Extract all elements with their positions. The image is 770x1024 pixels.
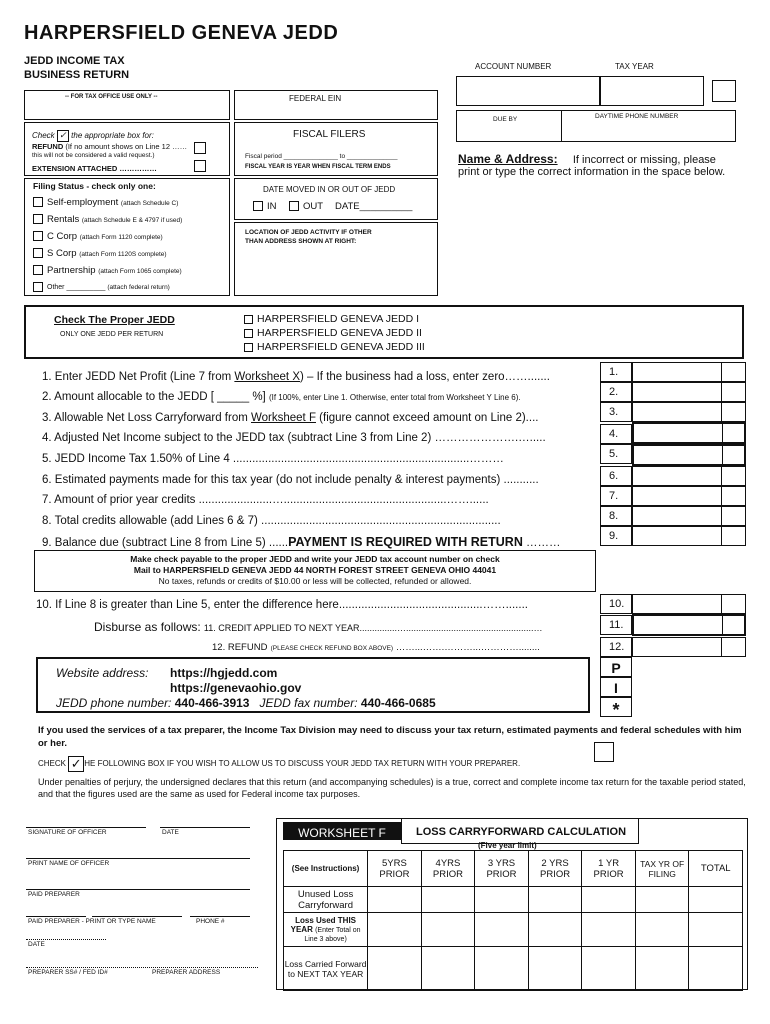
jedd-option-2[interactable]: HARPERSFIELD GENEVA JEDD II [244,327,422,339]
tax-year-label: TAX YEAR [615,62,654,71]
date-moved-box [234,178,438,220]
jedd-select-note: ONLY ONE JEDD PER RETURN [60,331,164,338]
checkbox-icon [244,315,253,324]
line-number-10: 10. [600,594,632,614]
worksheet-table [283,850,743,991]
line-6: 6. Estimated payments made for this tax year (do not include penalty & interest payments) ........... [42,474,539,486]
mail-line-2: Mail to HARPERSFIELD GENEVA JEDD 44 NORTH FOREST STREET GENEVA OHIO 44041 [133,565,497,575]
preparer-ssn-label: PREPARER SS# / FED ID# [28,969,108,976]
date-moved-in[interactable]: IN [253,201,277,212]
worksheet-subtitle: (Five year limit) [478,841,537,850]
checkbox-icon [33,248,43,258]
form-subtitle-2: BUSINESS RETURN [24,69,130,81]
website-label: Website address: [56,666,149,680]
line-2-amount[interactable] [632,382,746,402]
jedd-select-box [24,305,744,359]
worksheet-title: LOSS CARRYFORWARD CALCULATION [416,826,627,838]
name-address-label: Name & Address: [458,152,558,166]
fiscal-filers-title: FISCAL FILERS [293,129,366,140]
col-5yrs-prior: 5YRS PRIOR [368,851,422,887]
extension-checkbox[interactable] [194,160,206,172]
extension-label: EXTENSION ATTACHED …………… [32,164,157,173]
filing-option-other[interactable]: Other __________ (attach federal return) [33,282,170,292]
signature-date-label: DATE [162,829,179,836]
jedd-select-title: Check The Proper JEDD [54,314,175,326]
filing-option-partnership[interactable]: Partnership (attach Form 1065 complete) [33,265,182,276]
tax-year-field[interactable] [600,76,704,106]
line-number-6: 6. [600,466,632,486]
mail-instructions-box [34,550,596,592]
jedd-option-3[interactable]: HARPERSFIELD GENEVA JEDD III [244,341,425,353]
line-2: 2. Amount allocable to the JEDD [ _____ %] (If 100%, enter Line 1. Otherwise, enter total from Worksheet Y Line 6). [42,391,521,403]
line-7-amount[interactable] [632,486,746,506]
refund-checkbox[interactable] [194,142,206,154]
col-4yrs-prior: 4YRS PRIOR [421,851,475,887]
line-3: 3. Allowable Net Loss Carryforward from Worksheet F (figure cannot exceed amount on Line 2).... [42,412,539,424]
line-number-2: 2. [600,382,632,402]
form-subtitle-1: JEDD INCOME TAX [24,55,125,67]
table-row [284,913,743,947]
line-10: 10. If Line 8 is greater than Line 5, enter the difference here.............................................……....... [36,599,528,611]
check-mark-icon: ✓ [57,130,69,142]
checkbox-icon [253,201,263,211]
paid-preparer-label: PAID PREPARER [28,891,80,898]
line-8: 8. Total credits allowable (add Lines 6 & 7) ........................................................................... [42,515,501,527]
due-by-label: DUE BY [493,116,518,123]
line-12: 12. REFUND (PLEASE CHECK REFUND BOX ABOVE) ……...…….………...…………........ [212,642,540,653]
fiscal-filers-box [234,122,438,176]
fiscal-note: FISCAL YEAR IS YEAR WHEN FISCAL TERM ENDS [245,164,391,170]
line-10-amount[interactable] [632,594,746,614]
line-5-amount[interactable] [632,444,746,466]
line-1: 1. Enter JEDD Net Profit (Line 7 from Worksheet X) – If the business had a loss, enter zero……....... [42,371,550,383]
checkbox-icon [244,329,253,338]
line-4-amount[interactable] [632,422,746,444]
signature-officer-label: SIGNATURE OF OFFICER [28,829,107,836]
phone-label: PHONE # [196,918,225,925]
print-name-label: PRINT NAME OF OFFICER [28,860,110,867]
website-1[interactable]: https://hgjedd.com [170,666,278,680]
row-loss-used: Loss Used THIS YEAR (Enter Total on Line 3 above) [284,913,368,947]
due-by-box [456,110,736,142]
line-7: 7. Amount of prior year credits .......................…...................................................……...... [42,494,489,506]
checkbox-icon [289,201,299,211]
col-2yrs-prior: 2 YRS PRIOR [528,851,582,887]
federal-ein-label: FEDERAL EIN [289,94,342,103]
line-number-4: 4. [600,424,632,444]
federal-ein-box[interactable] [234,90,438,120]
daytime-phone-label: DAYTIME PHONE NUMBER [595,113,679,120]
filing-option-s-corp[interactable]: S Corp (attach Form 1120S complete) [33,248,167,259]
contact-box [36,657,590,713]
line-3-amount[interactable] [632,402,746,422]
phone-line: JEDD phone number: 440-466-3913 JEDD fax number: 440-466-0685 [56,696,436,710]
col-total: TOTAL [689,851,743,887]
fiscal-period[interactable]: Fiscal period _______________ to ______________ [245,153,398,160]
filing-option-rentals[interactable]: Rentals (attach Schedule E & 4797 if used) [33,214,182,225]
form-title: HARPERSFIELD GENEVA JEDD [24,22,339,44]
checkbox-icon [33,265,43,275]
line-number-5: 5. [600,444,632,464]
line-9-amount[interactable] [632,526,746,546]
location-box[interactable] [234,222,438,296]
date-moved-date[interactable]: DATE__________ [335,201,413,212]
preparer-address-label: PREPARER ADDRESS [152,969,221,976]
checkbox-icon [33,214,43,224]
preparer-notice: If you used the services of a tax preparer, the Income Tax Division may need to discuss your tax return, estimated payments and federal schedules with him or her. [38,725,742,749]
line-number-8: 8. [600,506,632,526]
name-address-header: Name & Address: If incorrect or missing, please [458,152,716,166]
check-intro: Check ✓ the appropriate box for: [32,130,154,141]
code-i: I [600,677,632,697]
col-3yrs-prior: 3 YRS PRIOR [475,851,529,887]
line-5: 5. JEDD Income Tax 1.50% of Line 4 ..........................................................................……… [42,453,504,465]
check-mark-icon[interactable]: ✓ [68,756,84,772]
filing-status-box [24,178,230,296]
location-text-1: LOCATION OF JEDD ACTIVITY IF OTHER [245,229,372,236]
line-4: 4. Adjusted Net Income subject to the JEDD tax (subtract Line 3 from Line 2) ………………….…..... [42,432,546,444]
line-1-amount[interactable] [632,362,746,382]
date-moved-title: DATE MOVED IN OR OUT OF JEDD [263,185,396,194]
website-2[interactable]: https://genevaohio.gov [170,681,302,695]
col-tax-yr-filing: TAX YR OF FILING [635,851,689,887]
line-number-9: 9. [600,526,632,546]
refund-label: REFUND (If no amount shows on Line 12 …… [32,142,188,151]
line-number-11: 11. [600,615,632,635]
preparer-consent: CHECK ✓ HE FOLLOWING BOX IF YOU WISH TO ALLOW US TO DISCUSS YOUR JEDD TAX RETURN WITH YOUR PREPARER. [38,756,521,771]
row-unused-loss: Unused Loss Carryforward [284,887,368,913]
account-number-field[interactable] [456,76,600,106]
mail-line-1: Make check payable to the proper JEDD and write your JEDD tax account number on check [130,554,500,564]
checkbox-icon [33,197,43,207]
checkbox-icon [33,231,43,241]
line-number-7: 7. [600,486,632,506]
see-instructions: (See Instructions) [284,851,368,887]
line-number-1: 1. [600,362,632,382]
row-loss-carried: Loss Carried Forward to NEXT TAX YEAR [284,947,368,991]
code-star: * [600,697,632,717]
code-p: P [600,657,632,677]
table-row [284,887,743,913]
line-number-12: 12. [600,637,632,657]
paid-preparer-print-label: PAID PREPARER - PRINT OR TYPE NAME [28,918,156,925]
office-use-label: -- FOR TAX OFFICE USE ONLY -- [65,94,158,100]
line-11-amount[interactable] [632,614,746,636]
preparer-consent-checkbox[interactable] [594,742,614,762]
preparer-date-label: DATE [28,941,45,948]
name-address-instruction: print or type the correct information in the space below. [458,166,726,178]
filing-option-c-corp[interactable]: C Corp (attach Form 1120 complete) [33,231,163,242]
office-use-box [24,90,230,120]
perjury-statement: Under penalties of perjury, the undersigned declares that this return (and accompanying schedules) is a true, correct and complete income tax return for the taxable period stated, and that the figures used are the same as used for Federal income tax purposes. [38,777,746,799]
checkbox-icon [244,343,253,352]
filing-status-title: Filing Status - check only one: [33,181,156,191]
mail-line-3: No taxes, refunds or credits of $10.00 or less will be collected, refunded or allowed. [158,576,472,586]
location-text-2: THAN ADDRESS SHOWN AT RIGHT: [245,238,357,245]
account-number-label: ACCOUNT NUMBER [475,62,552,71]
line-12-amount[interactable] [632,637,746,657]
refund-note: this will not be considered a valid request.) [32,152,155,159]
line-6-amount[interactable] [632,466,746,486]
table-row [284,947,743,991]
line-8-amount[interactable] [632,506,746,526]
line-number-3: 3. [600,402,632,422]
line-9: 9. Balance due (subtract Line 8 from Line 5) ......PAYMENT IS REQUIRED WITH RETURN ……… [42,535,561,549]
date-moved-out[interactable]: OUT [289,201,323,212]
checkbox-icon [33,282,43,292]
header-checkbox[interactable] [712,80,736,102]
jedd-option-1[interactable]: HARPERSFIELD GENEVA JEDD I [244,313,419,325]
col-1yr-prior: 1 YR PRIOR [582,851,636,887]
worksheet-label: WORKSHEET F [283,822,401,840]
filing-option-self-employment[interactable]: Self-employment (attach Schedule C) [33,197,178,208]
line-11: Disburse as follows: 11. CREDIT APPLIED TO NEXT YEAR...............…...................................................… [94,620,543,634]
